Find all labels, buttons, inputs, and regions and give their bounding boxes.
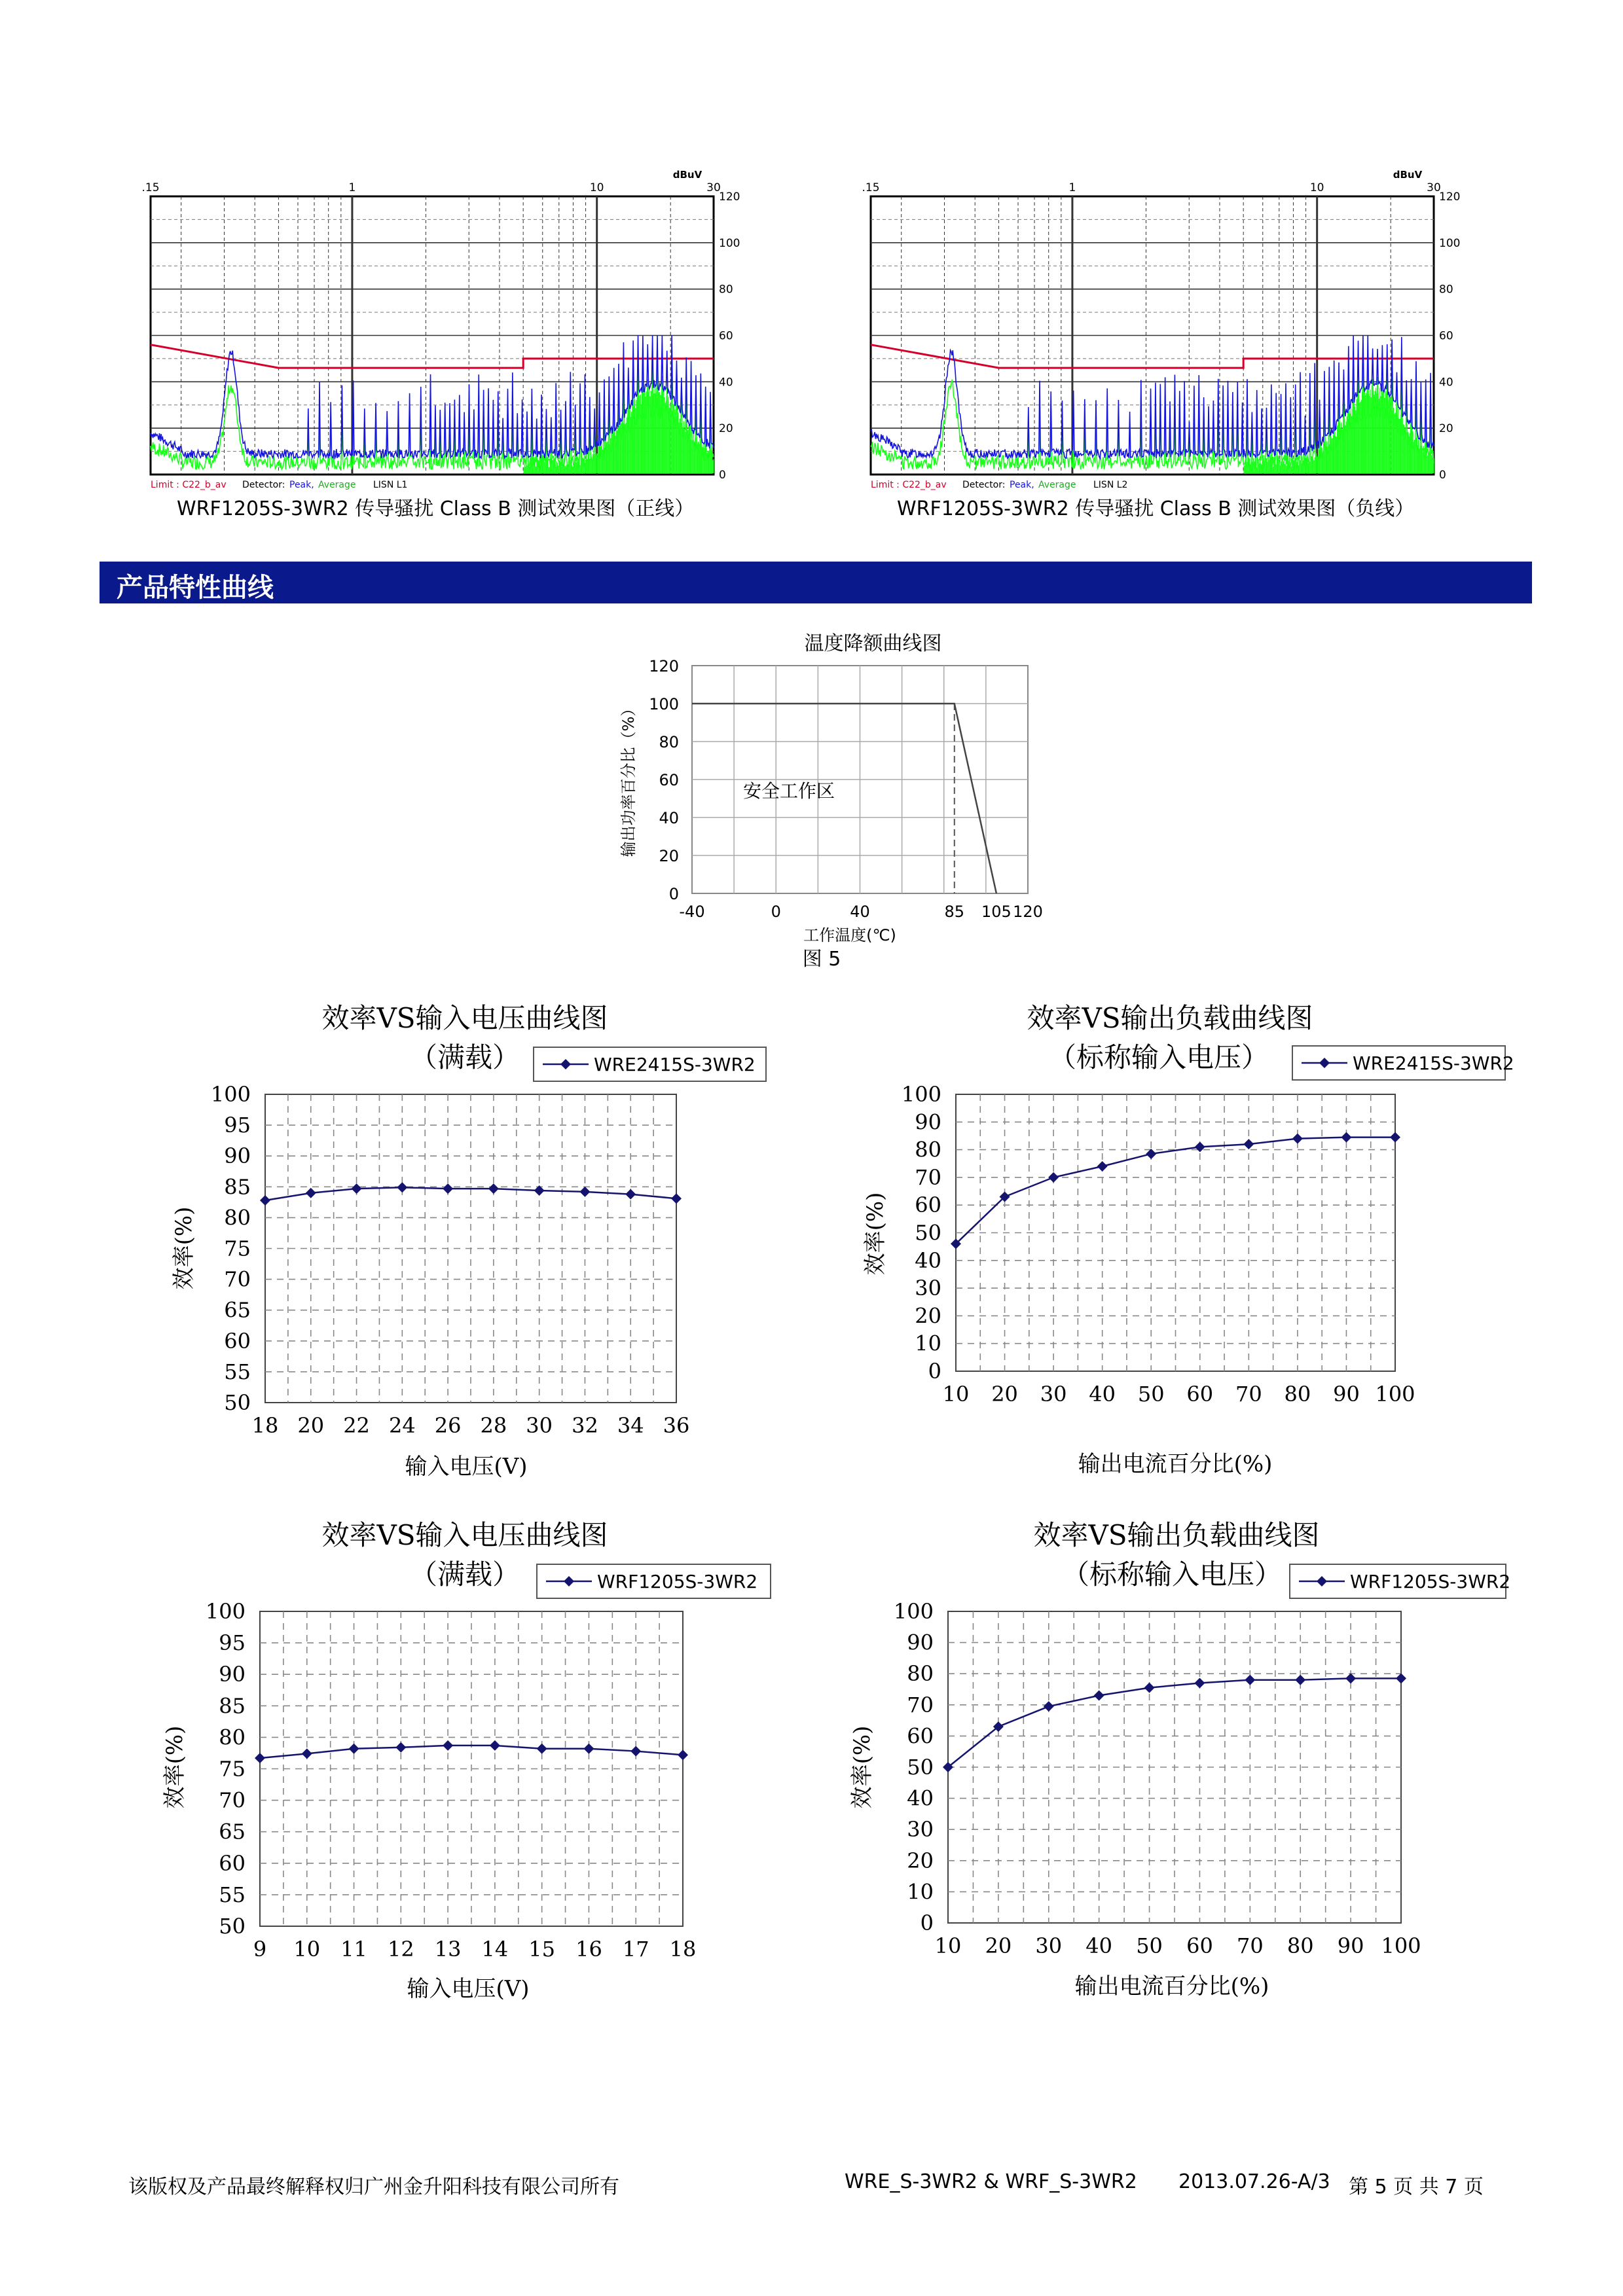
chart-x-tick-label: 15	[528, 1937, 556, 1962]
chart-y-tick-label: 65	[224, 1297, 251, 1323]
chart-y-tick-label: 95	[219, 1630, 246, 1656]
chart-y-tick-label: 60	[915, 1193, 941, 1218]
derating-y-axis-label: 输出功率百分比（%）	[619, 700, 638, 857]
footer-copyright: 该版权及产品最终解释权归广州金升阳科技有限公司所有	[128, 2176, 619, 2198]
derating-x-tick-label: 85	[944, 903, 965, 921]
chart-x-tick-label: 10	[934, 1933, 962, 1958]
chart-legend-label: WRF1205S-3WR2	[597, 1571, 758, 1592]
chart-legend-label: WRE2415S-3WR2	[594, 1054, 756, 1075]
chart-x-axis-label: 输出电流百分比(%)	[1074, 1973, 1269, 2000]
chart-y-tick-label: 80	[915, 1137, 941, 1162]
emc-y-tick-label: 80	[719, 283, 733, 296]
derating-y-tick-label: 100	[649, 695, 679, 713]
chart-x-tick-label: 80	[1284, 1382, 1311, 1407]
chart-y-tick-label: 60	[907, 1723, 934, 1749]
chart-y-tick-label: 50	[219, 1914, 246, 1939]
emc-unit-label: dBuV	[1393, 169, 1423, 181]
emc-x-tick-label: 1	[1068, 181, 1076, 194]
footer-page: 第 5 页 共 7 页	[1349, 2176, 1484, 2198]
chart-y-tick-label: 75	[219, 1756, 246, 1782]
chart-x-axis-label: 输出电流百分比(%)	[1078, 1451, 1273, 1477]
chart-subtitle: （标称输入电压）	[1048, 1041, 1269, 1073]
chart-y-tick-label: 30	[907, 1817, 934, 1842]
chart-y-tick-label: 50	[907, 1755, 934, 1780]
chart-subtitle: （满载）	[409, 1041, 520, 1073]
emc-caption: WRF1205S-3WR2 传导骚扰 Class B 测试效果图（负线）	[897, 497, 1415, 520]
chart-x-axis-label: 输入电压(V)	[405, 1454, 528, 1480]
emc-legend-limit: Limit : C22_b_av	[871, 480, 947, 490]
chart-y-tick-label: 20	[915, 1303, 941, 1329]
derating-y-tick-label: 80	[659, 733, 679, 751]
emc-y-tick-label: 20	[719, 422, 733, 436]
emc-legend-peak: Peak,	[1010, 480, 1034, 490]
chart-y-tick-label: 70	[915, 1164, 941, 1190]
chart-x-tick-label: 60	[1186, 1382, 1214, 1407]
chart-x-tick-label: 34	[617, 1413, 644, 1438]
emc-x-tick-label: 30	[1427, 181, 1441, 194]
chart-x-tick-label: 10	[293, 1937, 321, 1962]
chart-y-tick-label: 80	[219, 1725, 246, 1750]
chart-x-tick-label: 16	[575, 1937, 602, 1962]
efficiency-vs-input-voltage-chart-wre	[171, 1002, 766, 1480]
emc-y-tick-label: 0	[1439, 469, 1446, 482]
derating-area-label: 安全工作区	[742, 780, 835, 802]
chart-y-tick-label: 40	[915, 1247, 941, 1273]
chart-y-tick-label: 30	[915, 1276, 941, 1301]
chart-subtitle: （标称输入电压）	[1061, 1558, 1283, 1590]
chart-y-tick-label: 10	[915, 1331, 941, 1356]
chart-x-tick-label: 10	[942, 1382, 970, 1407]
emc-y-tick-label: 80	[1439, 283, 1453, 296]
efficiency-vs-load-chart-wrf	[849, 1519, 1510, 2000]
emc-plot-l2	[862, 169, 1460, 520]
emc-x-tick-label: 30	[706, 181, 721, 194]
chart-y-tick-label: 60	[224, 1328, 251, 1354]
chart-x-tick-label: 18	[251, 1413, 279, 1438]
chart-y-tick-label: 50	[224, 1390, 251, 1415]
emc-legend-detector: Detector:	[242, 480, 285, 490]
chart-y-tick-label: 90	[219, 1662, 246, 1687]
emc-unit-label: dBuV	[672, 169, 702, 181]
chart-legend-label: WRE2415S-3WR2	[1353, 1052, 1514, 1074]
derating-y-tick-label: 120	[649, 657, 679, 675]
chart-title: 效率VS输入电压曲线图	[321, 1519, 608, 1551]
chart-y-tick-label: 100	[893, 1599, 934, 1624]
chart-x-tick-label: 26	[434, 1413, 462, 1438]
chart-x-tick-label: 32	[572, 1413, 598, 1438]
chart-y-tick-label: 80	[224, 1205, 251, 1230]
chart-x-tick-label: 40	[1085, 1933, 1113, 1958]
efficiency-vs-input-voltage-chart-wrf	[162, 1519, 771, 2002]
chart-x-tick-label: 36	[663, 1413, 690, 1438]
chart-legend-label: WRF1205S-3WR2	[1350, 1571, 1511, 1592]
emc-x-tick-label: 1	[348, 181, 356, 194]
chart-x-axis-label: 输入电压(V)	[407, 1976, 530, 2002]
emc-y-tick-label: 20	[1439, 422, 1453, 436]
chart-x-tick-label: 24	[388, 1413, 416, 1438]
chart-y-tick-label: 95	[224, 1113, 251, 1138]
emc-y-tick-label: 100	[719, 236, 740, 250]
emc-y-tick-label: 0	[719, 469, 726, 482]
derating-y-tick-label: 60	[659, 771, 679, 789]
derating-y-tick-label: 0	[668, 885, 679, 903]
chart-y-tick-label: 100	[205, 1599, 246, 1624]
chart-x-tick-label: 20	[985, 1933, 1012, 1958]
chart-y-tick-label: 60	[219, 1850, 246, 1876]
chart-y-axis-label: 效率(%)	[171, 1206, 197, 1290]
chart-y-tick-label: 80	[907, 1661, 934, 1687]
derating-y-tick-label: 20	[659, 847, 679, 865]
emc-y-tick-label: 100	[1439, 236, 1461, 250]
chart-y-tick-label: 75	[224, 1236, 251, 1261]
derating-x-tick-label: 120	[1013, 903, 1043, 921]
emc-legend-average: Average	[318, 480, 356, 490]
chart-title: 效率VS输入电压曲线图	[321, 1002, 608, 1034]
chart-y-tick-label: 90	[907, 1630, 934, 1655]
chart-x-tick-label: 50	[1136, 1933, 1163, 1958]
emc-x-tick-label: .15	[862, 181, 880, 194]
emc-x-tick-label: 10	[589, 181, 604, 194]
emc-y-tick-label: 40	[1439, 376, 1453, 389]
chart-y-tick-label: 90	[224, 1143, 251, 1169]
chart-x-tick-label: 18	[669, 1937, 697, 1962]
emc-legend-limit: Limit : C22_b_av	[151, 480, 227, 490]
chart-x-tick-label: 20	[991, 1382, 1018, 1407]
chart-y-tick-label: 50	[915, 1220, 941, 1246]
chart-x-tick-label: 9	[253, 1937, 267, 1962]
chart-y-tick-label: 55	[219, 1882, 246, 1907]
derating-x-tick-label: 105	[981, 903, 1012, 921]
chart-y-tick-label: 100	[901, 1082, 941, 1107]
efficiency-vs-load-chart-wre	[862, 1002, 1514, 1477]
chart-y-tick-label: 70	[907, 1692, 934, 1717]
chart-y-tick-label: 100	[210, 1082, 251, 1107]
section-banner	[100, 562, 1532, 603]
chart-x-tick-label: 11	[340, 1937, 367, 1962]
chart-x-tick-label: 20	[297, 1413, 325, 1438]
footer-model: WRE_S-3WR2 & WRF_S-3WR2	[845, 2170, 1137, 2193]
emc-legend-lisn: LISN L1	[373, 480, 408, 490]
emc-legend-detector: Detector:	[962, 480, 1006, 490]
chart-y-tick-label: 0	[920, 1910, 934, 1935]
derating-x-tick-label: -40	[679, 903, 705, 921]
chart-x-tick-label: 30	[1035, 1933, 1063, 1958]
chart-subtitle: （满载）	[409, 1558, 520, 1590]
emc-plot-l1	[141, 169, 740, 520]
derating-y-tick-label: 40	[659, 809, 679, 827]
chart-x-tick-label: 50	[1137, 1382, 1165, 1407]
chart-title: 效率VS输出负载曲线图	[1033, 1519, 1320, 1551]
chart-y-tick-label: 0	[928, 1359, 941, 1384]
chart-x-tick-label: 60	[1186, 1933, 1213, 1958]
emc-y-tick-label: 40	[719, 376, 733, 389]
chart-x-tick-label: 30	[526, 1413, 553, 1438]
chart-x-tick-label: 100	[1381, 1933, 1421, 1958]
chart-y-tick-label: 20	[907, 1848, 934, 1873]
derating-figure-label: 图 5	[802, 948, 841, 971]
chart-y-tick-label: 10	[907, 1879, 934, 1905]
chart-y-tick-label: 70	[219, 1787, 246, 1813]
chart-y-tick-label: 85	[224, 1174, 251, 1200]
chart-x-tick-label: 12	[387, 1937, 414, 1962]
chart-y-axis-label: 效率(%)	[162, 1725, 188, 1809]
chart-x-tick-label: 40	[1089, 1382, 1116, 1407]
derating-x-axis-label: 工作温度(℃)	[803, 926, 896, 944]
chart-x-tick-label: 13	[434, 1937, 462, 1962]
chart-y-axis-label: 效率(%)	[849, 1725, 875, 1809]
emc-y-tick-label: 120	[719, 190, 740, 204]
emc-x-tick-label: .15	[141, 181, 160, 194]
emc-y-tick-label: 60	[719, 329, 733, 343]
chart-y-axis-label: 效率(%)	[862, 1192, 888, 1276]
derating-title: 温度降额曲线图	[804, 632, 942, 655]
chart-x-tick-label: 80	[1286, 1933, 1314, 1958]
emc-x-tick-label: 10	[1309, 181, 1324, 194]
chart-x-tick-label: 14	[481, 1937, 509, 1962]
derating-chart	[619, 632, 1043, 971]
chart-x-tick-label: 17	[622, 1937, 649, 1962]
emc-legend-peak: Peak,	[289, 480, 314, 490]
chart-title: 效率VS输出负载曲线图	[1027, 1002, 1313, 1034]
chart-y-tick-label: 65	[219, 1819, 246, 1844]
section-title: 产品特性曲线	[117, 573, 274, 603]
chart-y-tick-label: 85	[219, 1693, 246, 1719]
derating-x-tick-label: 40	[850, 903, 870, 921]
footer-revision: 2013.07.26-A/3	[1178, 2170, 1330, 2193]
chart-y-tick-label: 70	[224, 1266, 251, 1292]
emc-legend-lisn: LISN L2	[1093, 480, 1128, 490]
chart-x-tick-label: 22	[343, 1413, 370, 1438]
chart-x-tick-label: 30	[1040, 1382, 1067, 1407]
chart-x-tick-label: 70	[1236, 1933, 1264, 1958]
emc-y-tick-label: 120	[1439, 190, 1461, 204]
chart-x-tick-label: 28	[480, 1413, 507, 1438]
chart-x-tick-label: 90	[1333, 1382, 1360, 1407]
emc-y-tick-label: 60	[1439, 329, 1453, 343]
chart-y-tick-label: 90	[915, 1109, 941, 1135]
emc-legend-average: Average	[1038, 480, 1076, 490]
chart-x-tick-label: 90	[1337, 1933, 1364, 1958]
chart-y-tick-label: 40	[907, 1785, 934, 1811]
emc-caption: WRF1205S-3WR2 传导骚扰 Class B 测试效果图（正线）	[177, 497, 695, 520]
chart-x-tick-label: 100	[1375, 1382, 1415, 1407]
derating-x-tick-label: 0	[771, 903, 781, 921]
chart-y-tick-label: 55	[224, 1359, 251, 1384]
chart-x-tick-label: 70	[1235, 1382, 1262, 1407]
